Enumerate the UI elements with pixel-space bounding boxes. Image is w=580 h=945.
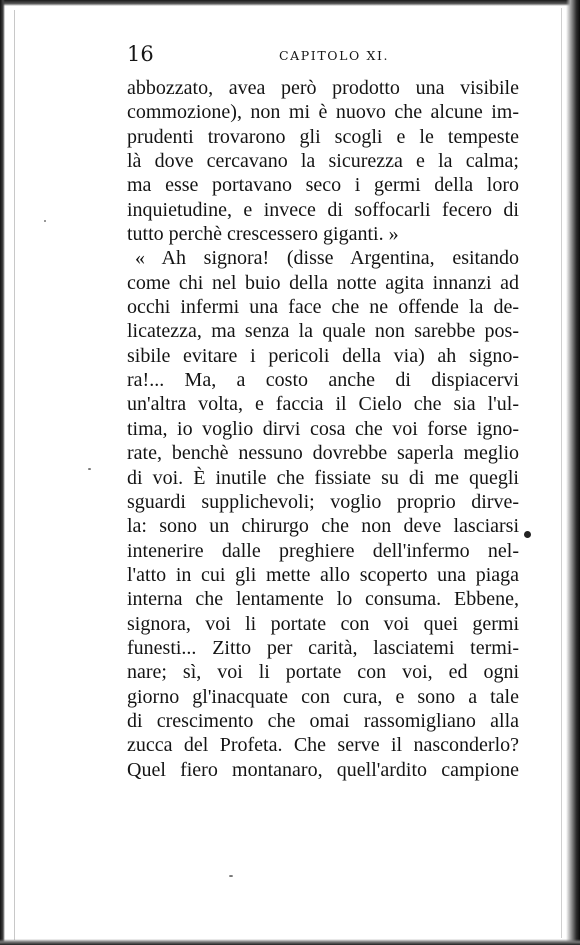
text-line: giorno gl'inacquate con cura, e sono a tale [127,685,519,708]
text-line: un'altra volta, e faccia il Cielo che sia l'ul- [127,393,519,416]
text-line: Quel fiero montanaro, quell'ardito campione [127,758,519,781]
text-line: « Ah signora! (disse Argentina, esitando [135,247,519,270]
text-line: commozione), non mi è nuovo che alcune im- [127,101,519,124]
text-line: di voi. È inutile che fissiate su di me quegli [127,466,519,489]
body-text [127,76,519,782]
text-line: interna che lentamente lo consuma. Ebbene, [127,588,519,611]
text-line: ra!... Ma, a costo anche di dispiacervi [127,369,519,392]
page-number: 16 [127,42,154,66]
text-line: la: sono un chirurgo che non deve lasciarsi [127,515,519,538]
text-line: inquietudine, e invece di soffocarli fecero di [127,198,519,221]
speck [88,468,91,470]
text-line: licatezza, ma senza la quale non sarebbe pos- [127,320,519,343]
text-line: là dove cercavano la sicurezza e la calma; [127,150,519,173]
text-line: tutto perchè crescessero giganti. » [127,223,399,246]
margin-ink-mark [524,531,531,538]
text-line: ma esse portavano seco i germi della loro [127,174,519,197]
page-fold-line-right [561,8,562,938]
scan-edge-left [0,0,5,945]
speck [44,220,46,222]
text-line: di crescimento che omai rassomigliano alla [127,709,519,732]
speck [229,875,233,877]
scan-edge-top [0,0,580,6]
page-fold-line-left [14,10,15,940]
text-line: abbozzato, avea però prodotto una visibile [127,77,519,99]
text-line: signora, voi li portate con voi quei germi [127,612,519,635]
text-line: sguardi supplichevoli; voglio proprio dirve- [127,490,519,513]
text-line: nare; sì, voi li portate con voi, ed ogni [127,661,519,684]
text-line: tima, io voglio dirvi cosa che voi forse igno- [127,417,519,440]
text-line: intenerire dalle preghiere dell'infermo nel- [127,539,519,562]
text-line: occhi infermi una face che ne offende la de- [127,296,519,319]
text-line: prudenti trovarono gli scogli e le tempeste [127,125,519,148]
text-line: sibile evitare i pericoli della via) ah signo- [127,344,519,367]
text-line: come chi nel buio della notte agita innanzi ad [127,271,519,294]
text-line: l'atto in cui gli mette allo scoperto una piaga [127,563,519,586]
scan-edge-right [566,0,580,945]
text-line: funesti... Zitto per carità, lasciatemi termi- [127,636,519,659]
page-header [127,40,519,70]
text-line: zucca del Profeta. Che serve il nasconderlo? [127,734,519,757]
scan-edge-bottom [0,939,580,945]
running-head: CAPITOLO XI. [279,48,390,63]
text-line: rate, benchè nessuno dovrebbe saperla meglio [127,442,519,465]
